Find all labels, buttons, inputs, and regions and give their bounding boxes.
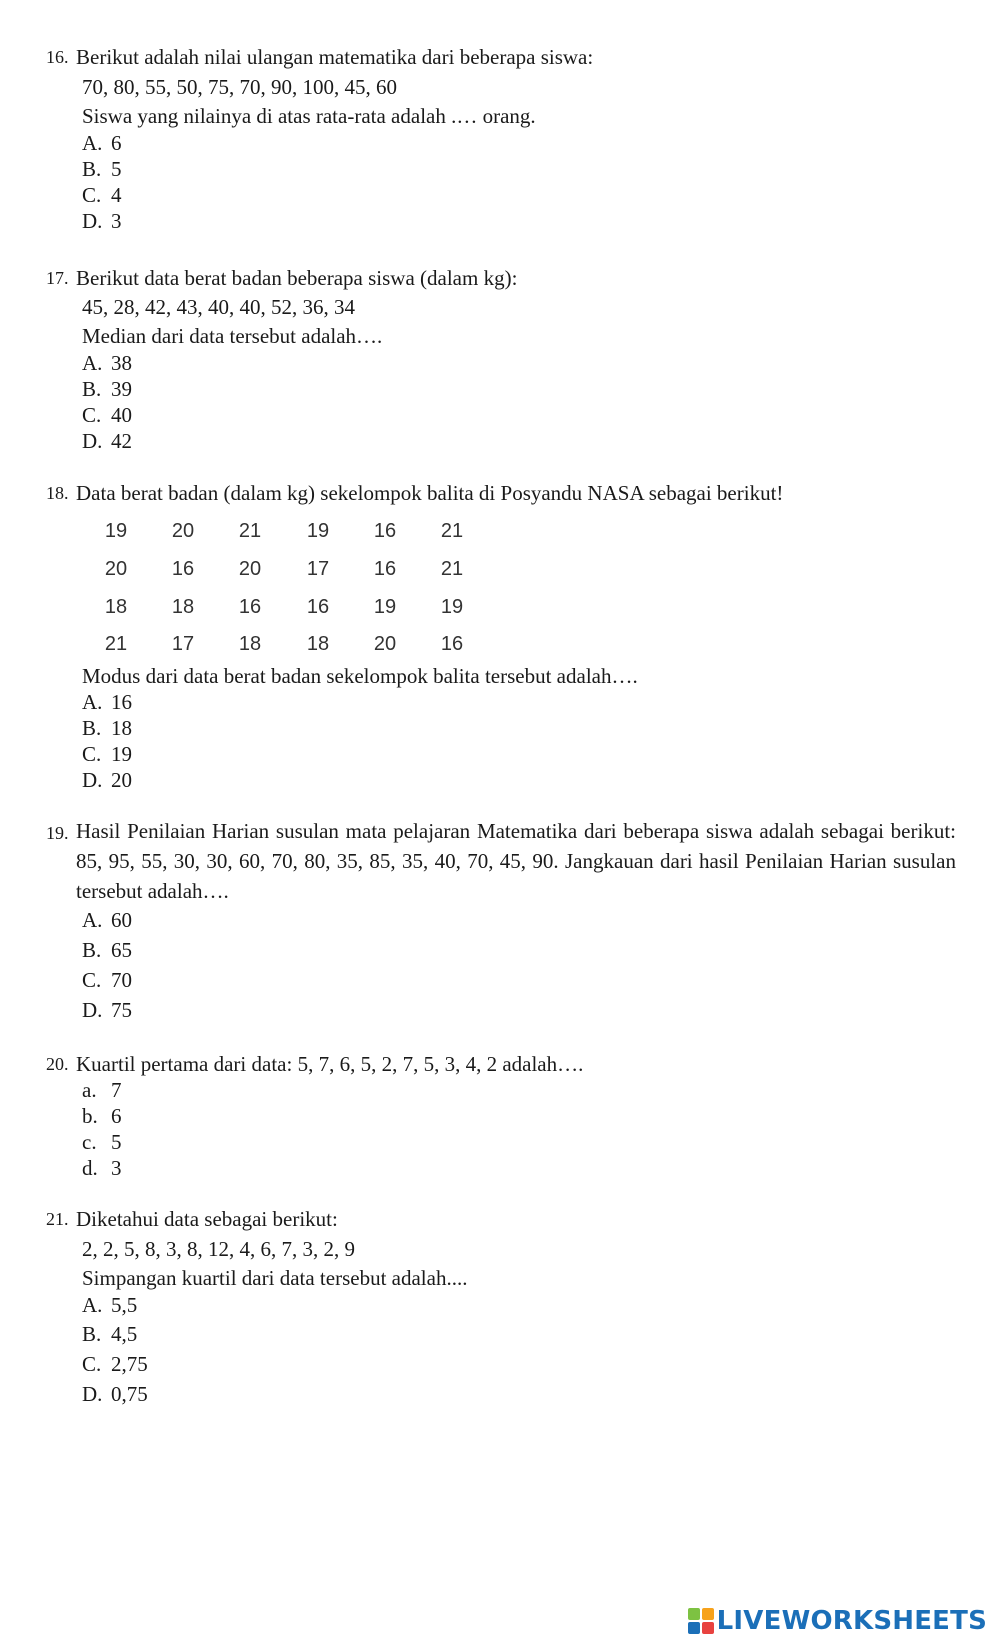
question-stem: Hasil Penilaian Harian susulan mata pelajaran Matematika dari beberapa siswa adalah sebagai berikut: 85, 95, 55, 30, 30, 60, 70, 80, 35, 85, 35, 40, 70, 45, 90. Jangkauan dari hasil Penilaian Harian susulan tersebut adalah….: [76, 819, 956, 903]
option-c: C. 2,75: [82, 1352, 148, 1376]
option-b: B. 65: [82, 938, 132, 962]
data-line: 45, 28, 42, 43, 40, 40, 52, 36, 34: [82, 295, 355, 319]
option-c: C. 40: [82, 403, 132, 427]
prompt-line: Siswa yang nilainya di atas rata-rata adalah .… orang.: [82, 104, 536, 128]
option-d: D. 20: [82, 768, 132, 792]
question-number: 16.: [46, 47, 69, 67]
liveworksheets-logo-icon: [688, 1608, 714, 1634]
option-c: c. 5: [82, 1130, 122, 1154]
option-c: C. 70: [82, 968, 132, 992]
table-cell: 21: [238, 520, 262, 542]
option-b: B. 5: [82, 157, 122, 181]
table-cell: 21: [440, 558, 464, 580]
table-cell: 18: [306, 633, 330, 655]
option-d: D. 75: [82, 998, 132, 1022]
table-cell: 18: [238, 633, 262, 655]
table-cell: 21: [440, 520, 464, 542]
question-number: 20.: [46, 1054, 69, 1074]
table-cell: 16: [373, 520, 397, 542]
logo-text: LIVEWORKSHEETS: [716, 1606, 987, 1636]
table-cell: 16: [238, 596, 262, 618]
prompt-line: Simpangan kuartil dari data tersebut adalah....: [82, 1266, 468, 1290]
question-number: 21.: [46, 1209, 69, 1229]
option-d: D. 3: [82, 209, 122, 233]
option-d: d. 3: [82, 1156, 122, 1180]
question-stem: Data berat badan (dalam kg) sekelompok balita di Posyandu NASA sebagai berikut!: [76, 481, 784, 505]
table-cell: 21: [104, 633, 128, 655]
table-cell: 16: [171, 558, 195, 580]
option-c: C. 19: [82, 742, 132, 766]
table-cell: 17: [306, 558, 330, 580]
table-cell: 18: [171, 596, 195, 618]
data-line: 70, 80, 55, 50, 75, 70, 90, 100, 45, 60: [82, 75, 397, 99]
option-a: A. 60: [82, 908, 132, 932]
data-line: 2, 2, 5, 8, 3, 8, 12, 4, 6, 7, 3, 2, 9: [82, 1237, 355, 1261]
table-cell: 20: [171, 520, 195, 542]
table-cell: 18: [104, 596, 128, 618]
table-cell: 20: [373, 633, 397, 655]
prompt-line: Median dari data tersebut adalah….: [82, 324, 383, 348]
option-a: a. 7: [82, 1078, 122, 1102]
option-b: B. 39: [82, 377, 132, 401]
table-cell: 19: [373, 596, 397, 618]
liveworksheets-logo: [688, 1605, 987, 1637]
question-number: 17.: [46, 268, 69, 288]
table-cell: 16: [440, 633, 464, 655]
question-stem: Diketahui data sebagai berikut:: [76, 1207, 338, 1231]
question-stem: Kuartil pertama dari data: 5, 7, 6, 5, 2, 7, 5, 3, 4, 2 adalah….: [76, 1052, 584, 1076]
option-b: B. 4,5: [82, 1322, 138, 1346]
option-d: D. 42: [82, 429, 132, 453]
table-cell: 20: [238, 558, 262, 580]
option-a: A. 6: [82, 131, 122, 155]
option-d: D. 0,75: [82, 1382, 148, 1406]
option-a: A. 16: [82, 690, 132, 714]
question-number: 18.: [46, 483, 69, 503]
option-b: b. 6: [82, 1104, 122, 1128]
option-c: C. 4: [82, 183, 122, 207]
prompt-line: Modus dari data berat badan sekelompok balita tersebut adalah….: [82, 664, 638, 688]
question-stem: Berikut data berat badan beberapa siswa (dalam kg):: [76, 266, 518, 290]
option-a: A. 38: [82, 351, 132, 375]
table-cell: 19: [104, 520, 128, 542]
table-cell: 19: [306, 520, 330, 542]
table-cell: 20: [104, 558, 128, 580]
table-cell: 16: [373, 558, 397, 580]
option-a: A. 5,5: [82, 1293, 138, 1317]
question-stem: Berikut adalah nilai ulangan matematika dari beberapa siswa:: [76, 45, 594, 69]
table-cell: 19: [440, 596, 464, 618]
table-cell: 16: [306, 596, 330, 618]
question-number: 19.: [46, 823, 69, 843]
option-b: B. 18: [82, 716, 132, 740]
table-cell: 17: [171, 633, 195, 655]
